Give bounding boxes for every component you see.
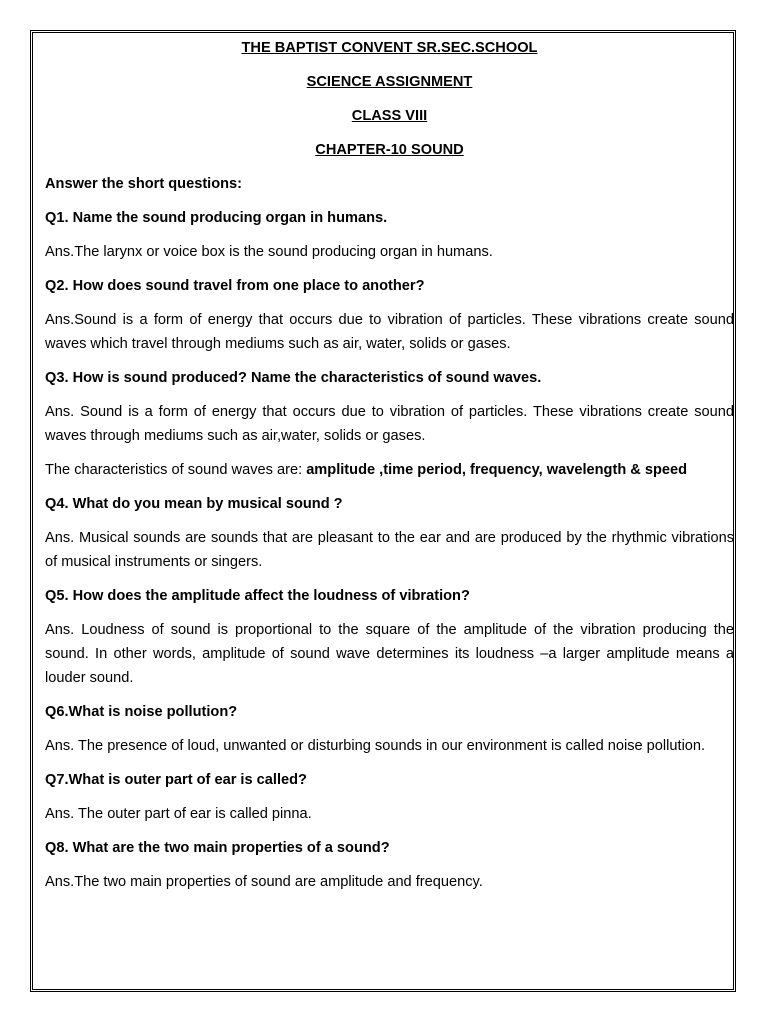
assignment-title: SCIENCE ASSIGNMENT	[306, 74, 473, 90]
chapter-title: CHAPTER-10 SOUND	[315, 142, 464, 158]
question-7: Q7.What is outer part of ear is called?	[45, 772, 307, 788]
answer-6: Ans. The presence of loud, unwanted or disturbing sounds in our environment is called noise pollution.	[45, 738, 706, 754]
answer-3: Ans. Sound is a form of energy that occurs due to vibration of particles. These vibrations create sound waves through mediums such as air,water, solids or gases.	[45, 404, 734, 444]
answer-1: Ans.The larynx or voice box is the sound producing organ in humans.	[45, 244, 493, 260]
qa-item-3	[45, 366, 734, 482]
question-6: Q6.What is noise pollution?	[45, 704, 238, 720]
question-4: Q4. What do you mean by musical sound ?	[45, 496, 343, 512]
qa-item-7	[45, 768, 734, 826]
qa-item-1	[45, 206, 734, 264]
document-body	[45, 36, 734, 904]
characteristics-prefix: The characteristics of sound waves are:	[45, 462, 307, 478]
answer-3-characteristics	[45, 458, 734, 482]
question-2: Q2. How does sound travel from one place to another?	[45, 278, 425, 294]
answer-4: Ans. Musical sounds are sounds that are pleasant to the ear and are produced by the rhythmic vibrations of musical instruments or singers.	[45, 530, 734, 570]
question-3: Q3. How is sound produced? Name the characteristics of sound waves.	[45, 370, 542, 386]
question-1: Q1. Name the sound producing organ in humans.	[45, 210, 388, 226]
answer-5: Ans. Loudness of sound is proportional to the square of the amplitude of the vibration producing the sound. In other words, amplitude of sound wave determines its loudness –a larger amplitude means a louder sound.	[45, 622, 734, 686]
question-5: Q5. How does the amplitude affect the loudness of vibration?	[45, 588, 470, 604]
school-name: THE BAPTIST CONVENT SR.SEC.SCHOOL	[241, 40, 538, 56]
qa-item-2	[45, 274, 734, 356]
answer-8: Ans.The two main properties of sound are amplitude and frequency.	[45, 874, 483, 890]
characteristics-list: amplitude ,time period, frequency, wavelength & speed	[306, 462, 688, 478]
qa-item-8	[45, 836, 734, 894]
answer-2: Ans.Sound is a form of energy that occurs due to vibration of particles. These vibrations create sound waves which travel through mediums such as air, water, solids or gases.	[45, 312, 734, 352]
question-8: Q8. What are the two main properties of a sound?	[45, 840, 390, 856]
answer-7: Ans. The outer part of ear is called pinna.	[45, 806, 312, 822]
qa-item-6	[45, 700, 734, 758]
qa-item-5	[45, 584, 734, 690]
qa-item-4	[45, 492, 734, 574]
instruction-text: Answer the short questions:	[45, 176, 243, 192]
class-label: CLASS VIII	[351, 108, 428, 124]
